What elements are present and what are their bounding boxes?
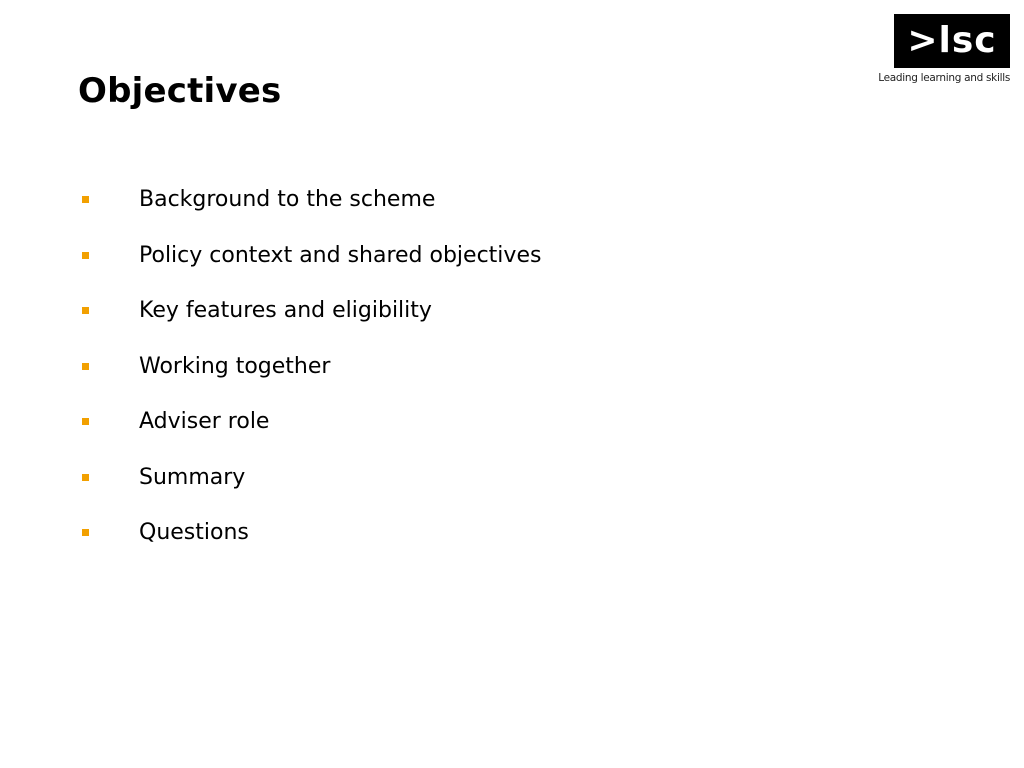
square-bullet-icon	[82, 529, 89, 536]
square-bullet-icon	[82, 196, 89, 203]
square-bullet-icon	[82, 363, 89, 370]
list-item-text: Policy context and shared objectives	[139, 242, 542, 268]
lsc-logo-mark: >lsc	[894, 14, 1010, 68]
list-item-text: Working together	[139, 353, 331, 379]
list-item-text: Summary	[139, 464, 246, 490]
list-item-text: Questions	[139, 520, 249, 545]
square-bullet-icon	[82, 418, 89, 425]
lsc-logo	[850, 14, 1010, 90]
list-item-text: Background to the scheme	[139, 187, 436, 212]
list-item-text: Adviser role	[139, 409, 270, 434]
square-bullet-icon	[82, 307, 89, 314]
slide-title: Objectives	[78, 71, 282, 111]
square-bullet-icon	[82, 252, 89, 259]
list-item-text: Key features and eligibility	[139, 298, 432, 323]
lsc-logo-tagline: Leading learning and skills	[878, 72, 1010, 84]
square-bullet-icon	[82, 474, 89, 481]
